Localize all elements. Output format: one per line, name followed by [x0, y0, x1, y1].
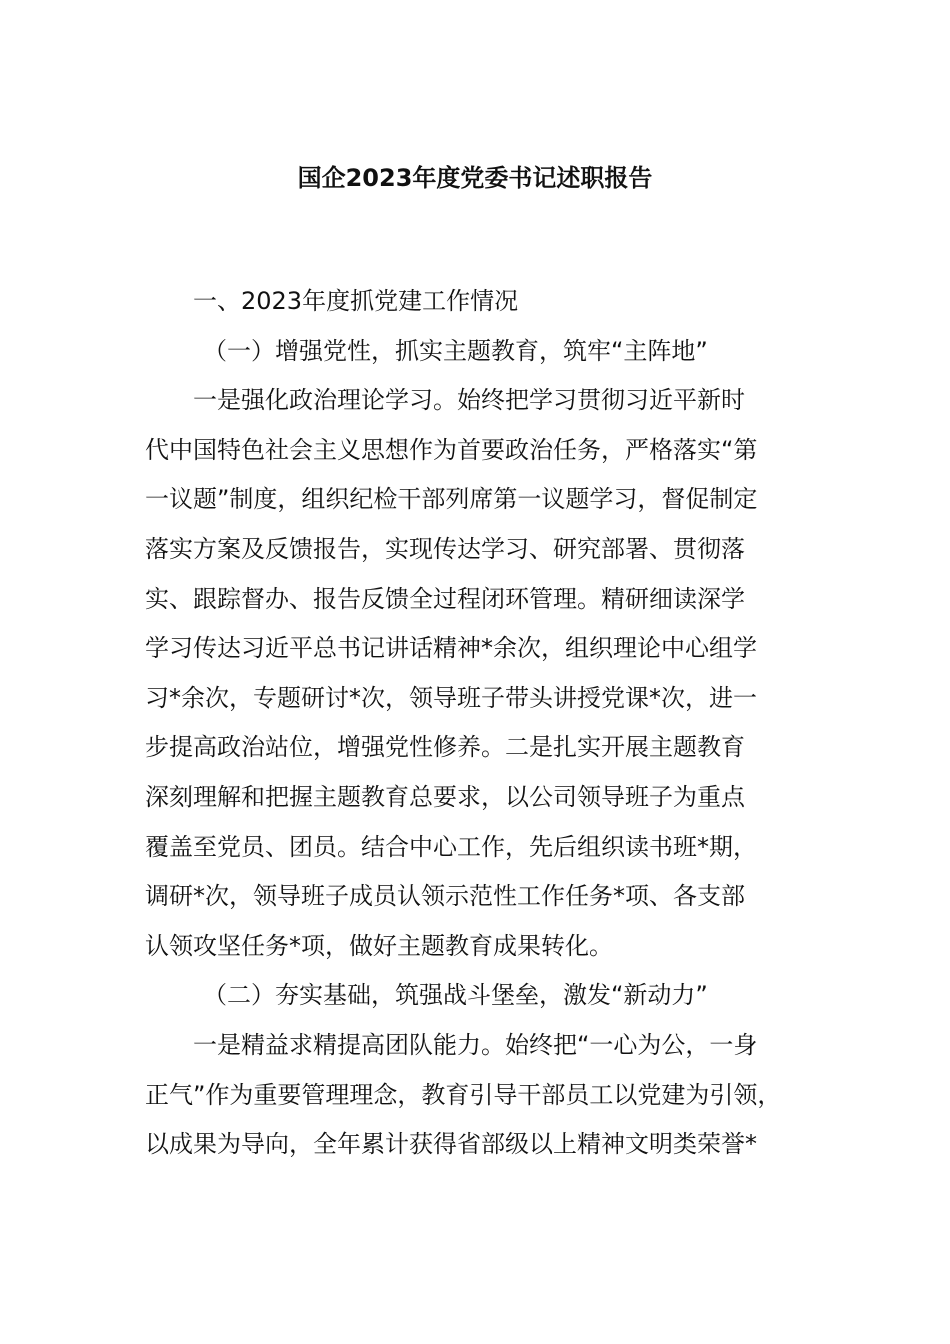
paragraph-line: 覆盖至党员、团员。结合中心工作，先后组织读书班*期，	[145, 832, 757, 861]
paragraph-line: 深刻理解和把握主题教育总要求，以公司领导班子为重点	[145, 782, 745, 811]
paragraph-line: 习*余次，专题研讨*次，领导班子带头讲授党课*次，进一	[145, 683, 757, 712]
paragraph-line: 一是强化政治理论学习。始终把学习贯彻习近平新时	[193, 386, 745, 415]
section-2-title: （二）夯实基础，筑强战斗堡垒，激发“新动力”	[203, 981, 708, 1010]
paragraph-line: 以成果为导向，全年累计获得省部级以上精神文明类荣誉*	[145, 1130, 757, 1159]
heading-1: 一、2023年度抓党建工作情况	[193, 287, 519, 315]
paragraph-line: 代中国特色社会主义思想作为首要政治任务，严格落实“第	[145, 435, 758, 464]
paragraph-line: 学习传达习近平总书记讲话精神*余次，组织理论中心组学	[145, 634, 757, 663]
paragraph-line: 步提高政治站位，增强党性修养。二是扎实开展主题教育	[145, 733, 745, 762]
paragraph-line: 认领攻坚任务*项，做好主题教育成果转化。	[145, 931, 613, 960]
paragraph-line: 落实方案及反馈报告，实现传达学习、研究部署、贯彻落	[145, 534, 745, 563]
paragraph-line: 一议题”制度，组织纪检干部列席第一议题学习，督促制定	[145, 485, 758, 514]
paragraph-line: 实、跟踪督办、报告反馈全过程闭环管理。精研细读深学	[145, 584, 745, 613]
section-1-title: （一）增强党性，抓实主题教育，筑牢“主阵地”	[203, 336, 708, 365]
document-body	[145, 277, 835, 1170]
paragraph-line: 一是精益求精提高团队能力。始终把“一心为公，一身	[193, 1030, 758, 1059]
document-title: 国企2023年度党委书记述职报告	[297, 164, 653, 192]
paragraph-line: 正气”作为重要管理理念，教育引导干部员工以党建为引领，	[145, 1080, 782, 1109]
paragraph-line: 调研*次，领导班子成员认领示范性工作任务*项、各支部	[145, 882, 745, 911]
